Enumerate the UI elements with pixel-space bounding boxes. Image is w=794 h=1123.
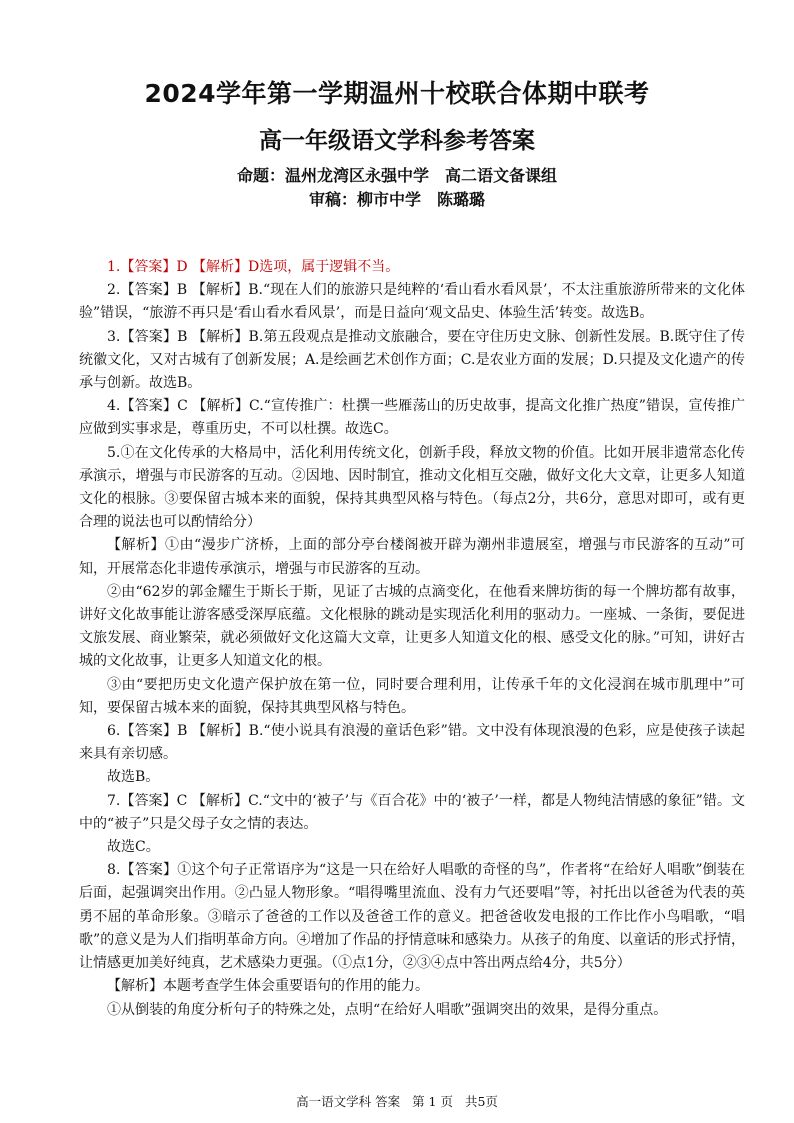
- page-footer: [0, 1092, 794, 1110]
- answer-q7: 7.【答案】C 【解析】C.“文中的‘被子’与《百合花》中的‘被子’一样，都是人物纯洁情感的象征”错。文中的“被子”只是父母子女之情的表达。: [79, 792, 745, 832]
- answer-q8-analysis-2: ①从倒装的角度分析句子的特殊之处，点明“在给好人唱歌”强调突出的效果，是得分重点。: [107, 1001, 668, 1018]
- answer-q2: 2.【答案】B 【解析】B.“现在人们的旅游只是纯粹的‘看山看水看风景’，不太注重旅游所带来的文化体验”错误，“旅游不再只是‘看山看水看风景’，而是日益向‘观文品史、体验生活’转变。故选B。: [79, 282, 745, 322]
- answer-q8: 8.【答案】①这个句子正常语序为“这是一只在给好人唱歌的奇怪的鸟”，作者将“在给好人唱歌”倒装在后面，起强调突出作用。②凸显人物形象。“唱得嘴里流血、没有力气还要唱”等，衬托出以爸爸为代表的英勇不屈的革命形象。③暗示了爸爸的工作以及爸爸工作的意义。把爸爸收发电报的工作比作小鸟唱歌，“唱歌”的意义是为人们指明革命方向。④增加了作品的抒情意味和感染力。从孩子的角度、以童话的形式抒情，让情感更加美好纯真，艺术感染力更强。（①点1分，②③④点中答出两点给4分，共5分）: [79, 862, 745, 972]
- answer-q8-analysis-1: 【解析】本题考查学生体会重要语句的作用的能力。: [107, 978, 429, 995]
- answer-q4: 4.【答案】C 【解析】C.“宣传推广：杜撰一些雁荡山的历史故事，提高文化推广热度”错误，宣传推广应做到实事求是，尊重历史，不可以杜撰。故选C。: [79, 398, 745, 438]
- answer-list: [79, 256, 745, 1022]
- footer-page-total: 共5页: [464, 1094, 498, 1109]
- answer-q1: [79, 256, 745, 279]
- answer-q7-end: 故选C。: [107, 839, 160, 856]
- answer-q1-label: 1.【答案】D: [107, 259, 188, 275]
- answer-q6: 6.【答案】B 【解析】B.“使小说具有浪漫的童话色彩”错。文中没有体现浪漫的色彩，应是使孩子读起来具有亲切感。: [79, 723, 745, 763]
- answer-q1-analysis: 【解析】D选项，属于逻辑不当。: [192, 259, 400, 275]
- reviewer-line: 审稿：柳市中学 陈璐璐: [308, 190, 485, 209]
- author-line: 命题：温州龙湾区永强中学 高二语文备课组: [236, 166, 557, 185]
- exam-title: 2024学年第一学期温州十校联合体期中联考: [144, 79, 650, 108]
- answer-q5-analysis-2: ②由“62岁的郭金耀生于斯长于斯，见证了古城的点滴变化，在他看来牌坊街的每一个牌坊都有故事，讲好文化故事能让游客感受深厚底蕴。文化根脉的跳动是实现活化利用的驱动力。一座城、一条街，要促进文旅发展、商业繁荣，就必须做好文化这篇大文章，让更多人知道文化的根、感受文化的脉。”可知，讲好古城的文化故事，让更多人知道文化的根。: [79, 583, 745, 670]
- footer-page-number: 第 1 页: [412, 1094, 453, 1109]
- answer-q5-analysis-3: ③由“要把历史文化遗产保护放在第一位，同时要合理利用，让传承千年的文化浸润在城市肌理中”可知，要保留古城本来的面貌，保持其典型风格与特色。: [79, 676, 745, 716]
- answer-q6-end: 故选B。: [107, 769, 160, 786]
- answer-q3: 3.【答案】B 【解析】B.第五段观点是推动文旅融合，要在守住历史文脉、创新性发展。B.既守住了传统徽文化，又对古城有了创新发展；A.是绘画艺术创作方面；C.是农业方面的发展；D.只提及文化遗产的传承与创新。故选B。: [79, 328, 745, 392]
- answer-q5-analysis-1: 【解析】①由“漫步广济桥，上面的部分亭台楼阁被开辟为潮州非遗展室，增强与市民游客的互动”可知，开展常态化非遗传承演示，增强与市民游客的互动。: [79, 537, 745, 577]
- footer-subject: 高一语文学科 答案: [296, 1094, 401, 1109]
- answer-q5: 5.①在文化传承的大格局中，活化利用传统文化，创新手段，释放文物的价值。比如开展非遗常态化传承演示，增强与市民游客的互动。②因地、因时制宜，推动文化相互交融，做好文化大文章，让更多人知道文化的根脉。③要保留古城本来的面貌，保持其典型风格与特色。（每点2分，共6分，意思对即可，或有更合理的说法也可以酌情给分）: [79, 444, 745, 531]
- page-subtitle: 高一年级语文学科参考答案: [259, 128, 535, 154]
